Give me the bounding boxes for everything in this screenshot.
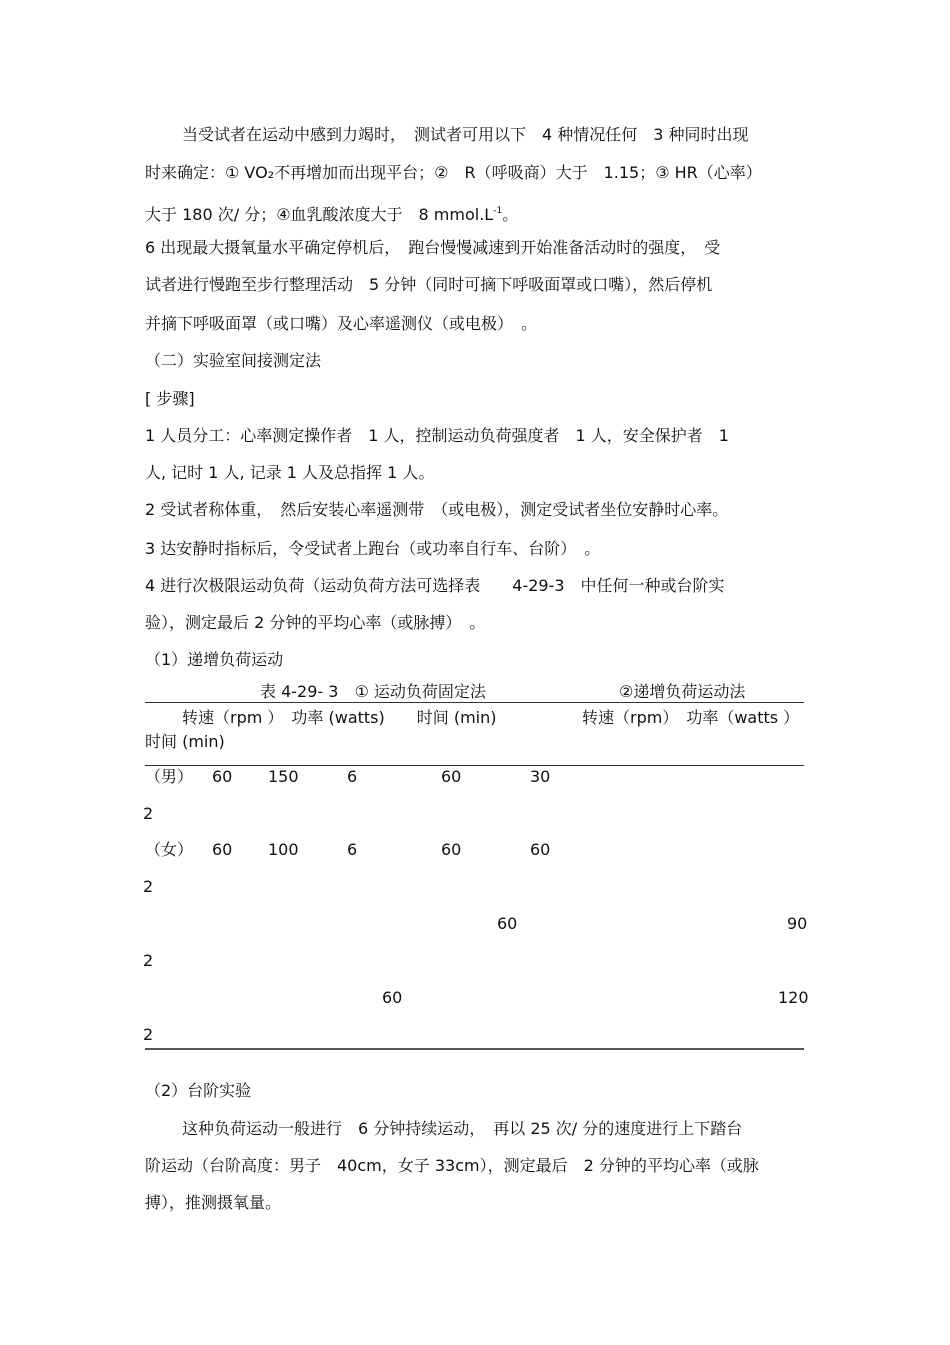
paragraph-step-line-3: 搏），推测摄氧量。	[145, 1193, 282, 1212]
cell-time: 6	[347, 840, 358, 859]
table-caption-fixed: 表 4-29- 3 ① 运动负荷固定法	[260, 682, 486, 701]
cell-rpm-incremental: 60	[497, 914, 518, 933]
paragraph-stop-line-2: 试者进行慢跑至步行整理活动 5 分钟（同时可摘下呼吸面罩或口嘴），然后停机	[145, 275, 713, 294]
paragraph-step-line-1: 这种负荷运动一般进行 6 分钟持续运动， 再以 25 次/ 分的速度进行上下踏台	[182, 1119, 743, 1138]
step-2: 2 受试者称体重， 然后安装心率遥测带 （或电极），测定受试者坐位安静时心率。	[145, 500, 729, 519]
step-3: 3 达安静时指标后，令受试者上跑台（或功率自行车、台阶） 。	[145, 539, 601, 558]
cell-rpm-incremental: 60	[441, 767, 462, 786]
paragraph-exhaustion-line-3: 大于 180 次/ 分；④血乳酸浓度大于 8 $mmol.L^{-1}$。	[145, 205, 519, 224]
cell-time-incremental: 2	[143, 877, 154, 896]
cell-time: 6	[347, 767, 358, 786]
paragraph-exhaustion-line-2: 时来确定：① VO₂不再增加而出现平台；② R（呼吸商）大于 1.15；③ HR（心率）	[145, 163, 762, 182]
cell-rpm: 60	[212, 840, 233, 859]
paragraph-stop-line-1: 6 出现最大摄氧量水平确定停机后， 跑台慢慢减速到开始准备活动时的强度， 受	[145, 238, 721, 257]
cell-watts-incremental: 120	[778, 988, 809, 1007]
paragraph-exhaustion-line-1: 当受试者在运动中感到力竭时， 测试者可用以下 4 种情况任何 3 种同时出现	[182, 125, 749, 144]
cell-watts: 150	[268, 767, 299, 786]
table-header-right: 转速（rpm） 功率（watts ）	[582, 708, 800, 727]
cell-rpm: 60	[212, 767, 233, 786]
cell-watts-incremental: 30	[530, 767, 551, 786]
step-1-line-1: 1 人员分工：心率测定操作者 1 人，控制运动负荷强度者 1 人，安全保护者 1	[145, 426, 729, 445]
cell-rpm-incremental: 60	[382, 988, 403, 1007]
table-caption-incremental: ②递增负荷运动法	[619, 682, 746, 701]
subsection-title-step-test: （2）台阶实验	[145, 1081, 252, 1100]
step-4-line-1: 4 进行次极限运动负荷（运动负荷方法可选择表 4-29-3 中任何一种或台阶实	[145, 576, 725, 595]
table-bottom-rule	[145, 1048, 804, 1050]
cell-time-incremental: 2	[143, 804, 154, 823]
table-header-rule	[145, 765, 804, 766]
subsection-title-incremental: （1）递增负荷运动	[145, 650, 284, 669]
cell-time-incremental: 2	[143, 1025, 154, 1044]
table-header-left: 转速（rpm ） 功率 (watts) 时间 (min)	[182, 708, 497, 727]
cell-time-incremental: 2	[143, 951, 154, 970]
cell-watts-incremental: 90	[787, 914, 808, 933]
paragraph-stop-line-3: 并摘下呼吸面罩（或口嘴）及心率遥测仪（或电极） 。	[145, 314, 538, 333]
row-label-male: （男）	[145, 767, 194, 786]
section-title: （二）实验室间接测定法	[145, 351, 322, 370]
cell-watts: 100	[268, 840, 299, 859]
superscript-minus-one: -1	[493, 206, 503, 216]
step-4-line-2: 验），测定最后 2 分钟的平均心率（或脉搏） 。	[145, 613, 486, 632]
step-1-line-2: 人, 记时 1 人, 记录 1 人及总指挥 1 人。	[145, 463, 435, 482]
paragraph-step-line-2: 阶运动（台阶高度：男子 40cm，女子 33cm），测定最后 2 分钟的平均心率（或脉	[145, 1156, 759, 1175]
steps-label: [ 步骤]	[145, 389, 195, 408]
table-header-time: 时间 (min)	[145, 732, 225, 751]
cell-watts-incremental: 60	[530, 840, 551, 859]
table-top-rule	[145, 702, 804, 703]
cell-rpm-incremental: 60	[441, 840, 462, 859]
row-label-female: （女）	[145, 840, 194, 859]
